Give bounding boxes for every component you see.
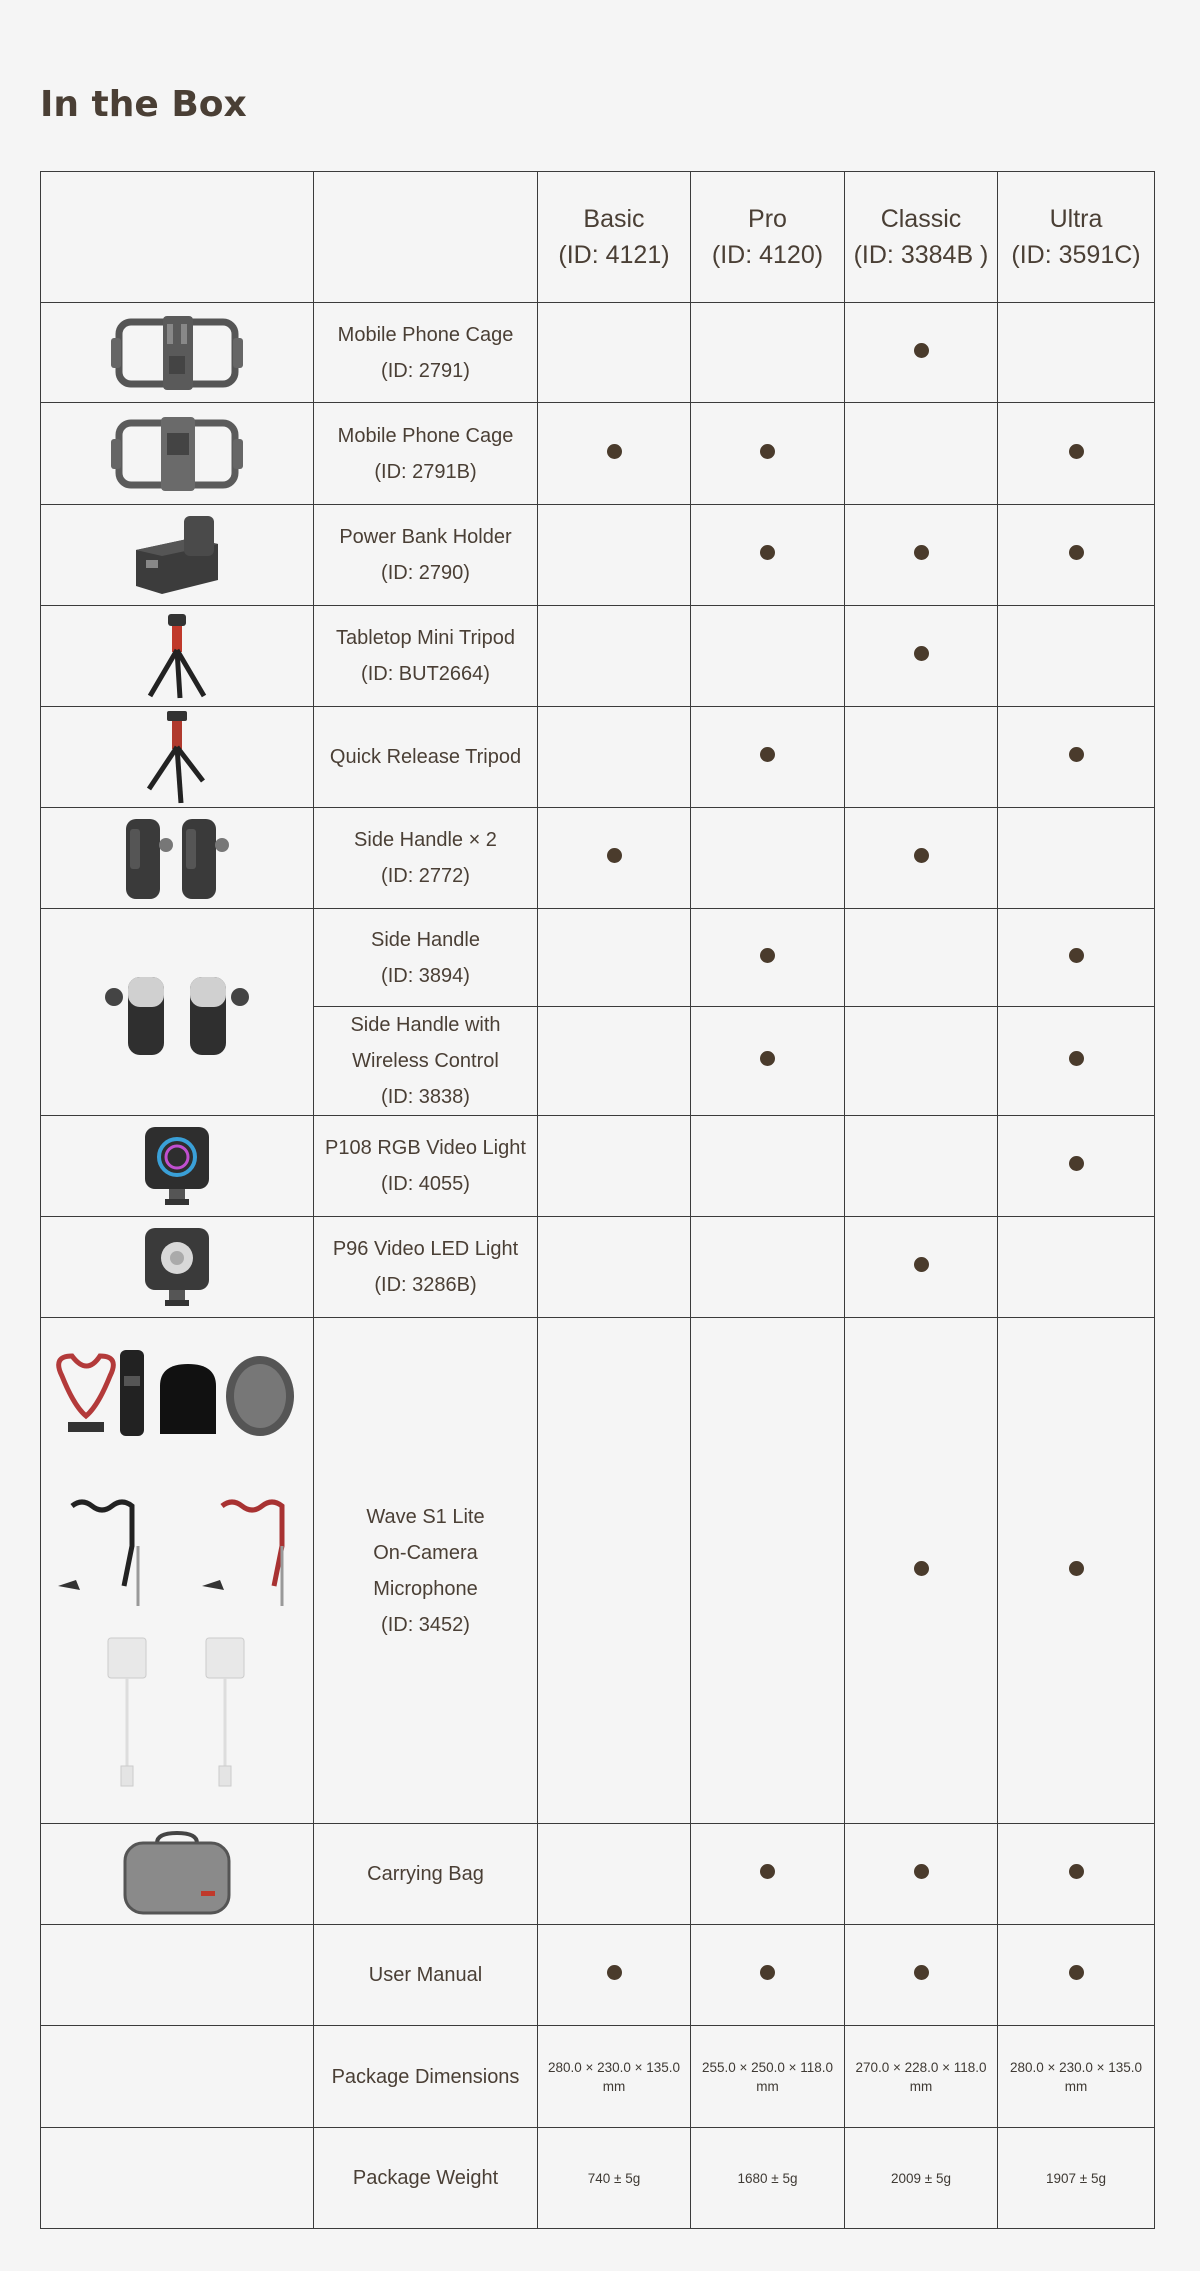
in-the-box-table — [40, 171, 1155, 2229]
included-dot — [760, 444, 775, 459]
kit-cell-pro — [691, 808, 845, 909]
kit-cell-pro — [691, 1318, 845, 1824]
spec-value: 280.0 × 230.0 × 135.0 mm — [998, 2026, 1155, 2128]
kit-header-basic: Basic (ID: 4121) — [538, 172, 691, 303]
included-dot — [1069, 545, 1084, 560]
page-title: In the Box — [40, 84, 247, 125]
included-dot — [1069, 1864, 1084, 1879]
kit-cell-classic — [845, 1318, 998, 1824]
included-dot — [914, 1864, 929, 1879]
kit-cell-pro — [691, 1217, 845, 1318]
table-row — [41, 403, 1155, 505]
table-row — [41, 1925, 1155, 2026]
kit-cell-ultra — [998, 403, 1155, 505]
phone-cage-icon — [107, 409, 247, 499]
item-name-cell: Mobile Phone Cage (ID: 2791B) — [314, 403, 538, 505]
included-dot — [914, 343, 929, 358]
included-dot — [1069, 1965, 1084, 1980]
kit-cell-classic — [845, 403, 998, 505]
kit-cell-basic — [538, 1116, 691, 1217]
included-dot — [914, 1257, 929, 1272]
included-dot — [607, 848, 622, 863]
included-dot — [760, 747, 775, 762]
included-dot — [1069, 444, 1084, 459]
carrying-bag-icon — [117, 1829, 237, 1919]
included-dot — [607, 1965, 622, 1980]
included-dot — [914, 1965, 929, 1980]
microphone-kit-icon — [42, 1346, 312, 1796]
spec-label: Package Dimensions — [314, 2026, 538, 2128]
item-name-cell: Power Bank Holder (ID: 2790) — [314, 505, 538, 606]
item-image-cell — [41, 2128, 314, 2229]
kit-cell-classic — [845, 1925, 998, 2026]
item-name-cell: Wave S1 Lite On-Camera Microphone (ID: 3452) — [314, 1318, 538, 1824]
kit-cell-ultra — [998, 1116, 1155, 1217]
kit-cell-classic — [845, 909, 998, 1007]
kit-cell-basic — [538, 505, 691, 606]
kit-cell-pro — [691, 303, 845, 403]
spec-row-weight — [41, 2128, 1155, 2229]
spec-label: Package Weight — [314, 2128, 538, 2229]
kit-cell-classic — [845, 707, 998, 808]
spec-value: 740 ± 5g — [538, 2128, 691, 2229]
kit-cell-ultra — [998, 909, 1155, 1007]
mini-tripod-icon — [132, 610, 222, 702]
side-handle-pair-icon — [112, 811, 242, 905]
kit-cell-pro — [691, 403, 845, 505]
item-name-cell: Side Handle (ID: 3894) — [314, 909, 538, 1007]
item-name-cell: P108 RGB Video Light (ID: 4055) — [314, 1116, 538, 1217]
kit-cell-basic — [538, 1217, 691, 1318]
kit-cell-classic — [845, 1824, 998, 1925]
kit-cell-ultra — [998, 808, 1155, 909]
kit-cell-basic — [538, 1007, 691, 1116]
table-row — [41, 505, 1155, 606]
included-dot — [760, 1864, 775, 1879]
included-dot — [1069, 1561, 1084, 1576]
spec-value: 255.0 × 250.0 × 118.0 mm — [691, 2026, 845, 2128]
kit-cell-classic — [845, 808, 998, 909]
kit-cell-basic — [538, 808, 691, 909]
spec-value: 280.0 × 230.0 × 135.0 mm — [538, 2026, 691, 2128]
kit-cell-basic — [538, 1824, 691, 1925]
kit-cell-pro — [691, 1007, 845, 1116]
kit-cell-classic — [845, 505, 998, 606]
kit-cell-basic — [538, 1925, 691, 2026]
spec-value: 2009 ± 5g — [845, 2128, 998, 2229]
item-name-cell: Quick Release Tripod — [314, 707, 538, 808]
kit-cell-ultra — [998, 1824, 1155, 1925]
included-dot — [1069, 747, 1084, 762]
included-dot — [760, 1965, 775, 1980]
item-name-cell: P96 Video LED Light (ID: 3286B) — [314, 1217, 538, 1318]
kit-cell-pro — [691, 606, 845, 707]
item-image-cell — [41, 1116, 314, 1217]
kit-cell-ultra — [998, 1217, 1155, 1318]
kit-cell-basic — [538, 303, 691, 403]
table-row — [41, 1217, 1155, 1318]
kit-cell-classic — [845, 1007, 998, 1116]
included-dot — [1069, 948, 1084, 963]
included-dot — [760, 1051, 775, 1066]
kit-header-ultra: Ultra (ID: 3591C) — [998, 172, 1155, 303]
kit-cell-ultra — [998, 606, 1155, 707]
included-dot — [914, 848, 929, 863]
kit-cell-basic — [538, 606, 691, 707]
kit-header-classic: Classic (ID: 3384B ) — [845, 172, 998, 303]
header-blank-cell — [41, 172, 314, 303]
item-image-cell — [41, 303, 314, 403]
table-row — [41, 808, 1155, 909]
rgb-light-icon — [137, 1123, 217, 1209]
item-image-cell — [41, 2026, 314, 2128]
table-row — [41, 1824, 1155, 1925]
included-dot — [914, 545, 929, 560]
item-image-cell — [41, 403, 314, 505]
included-dot — [1069, 1051, 1084, 1066]
kit-cell-classic — [845, 1116, 998, 1217]
kit-cell-basic — [538, 1318, 691, 1824]
kit-cell-ultra — [998, 303, 1155, 403]
spec-value: 270.0 × 228.0 × 118.0 mm — [845, 2026, 998, 2128]
kit-cell-pro — [691, 1824, 845, 1925]
header-row — [41, 172, 1155, 303]
phone-cage-icon — [107, 308, 247, 398]
included-dot — [760, 948, 775, 963]
kit-header-pro: Pro (ID: 4120) — [691, 172, 845, 303]
item-image-cell — [41, 505, 314, 606]
table-row — [41, 303, 1155, 403]
table-row — [41, 1318, 1155, 1824]
included-dot — [607, 444, 622, 459]
item-image-cell — [41, 707, 314, 808]
spec-value: 1680 ± 5g — [691, 2128, 845, 2229]
table-row — [41, 909, 1155, 1007]
included-dot — [1069, 1156, 1084, 1171]
table-row — [41, 707, 1155, 808]
kit-cell-classic — [845, 1217, 998, 1318]
kit-cell-classic — [845, 303, 998, 403]
item-name-cell: Side Handle with Wireless Control (ID: 3838) — [314, 1007, 538, 1116]
item-name-cell: Side Handle × 2 (ID: 2772) — [314, 808, 538, 909]
item-image-cell — [41, 1925, 314, 2026]
item-image-cell — [41, 1824, 314, 1925]
kit-cell-pro — [691, 505, 845, 606]
kit-cell-ultra — [998, 707, 1155, 808]
included-dot — [760, 545, 775, 560]
included-dot — [914, 646, 929, 661]
tripod-icon — [137, 709, 217, 805]
item-name-cell: Tabletop Mini Tripod (ID: BUT2664) — [314, 606, 538, 707]
item-image-cell — [41, 1217, 314, 1318]
kit-cell-basic — [538, 707, 691, 808]
spec-value: 1907 ± 5g — [998, 2128, 1155, 2229]
spec-row-dimensions — [41, 2026, 1155, 2128]
kit-cell-pro — [691, 909, 845, 1007]
item-name-cell: User Manual — [314, 1925, 538, 2026]
kit-cell-ultra — [998, 1007, 1155, 1116]
table-row — [41, 606, 1155, 707]
led-light-icon — [137, 1224, 217, 1310]
kit-cell-ultra — [998, 1318, 1155, 1824]
item-image-cell — [41, 606, 314, 707]
item-name-cell: Mobile Phone Cage (ID: 2791) — [314, 303, 538, 403]
table-row — [41, 1116, 1155, 1217]
item-image-cell — [41, 808, 314, 909]
kit-cell-basic — [538, 909, 691, 1007]
kit-cell-pro — [691, 707, 845, 808]
kit-cell-basic — [538, 403, 691, 505]
kit-cell-ultra — [998, 505, 1155, 606]
item-name-cell: Carrying Bag — [314, 1824, 538, 1925]
kit-cell-pro — [691, 1925, 845, 2026]
included-dot — [914, 1561, 929, 1576]
kit-cell-classic — [845, 606, 998, 707]
side-handle-wireless-icon — [102, 957, 252, 1067]
item-image-cell — [41, 909, 314, 1116]
kit-cell-ultra — [998, 1925, 1155, 2026]
power-bank-holder-icon — [122, 510, 232, 600]
item-image-cell — [41, 1318, 314, 1824]
header-blank-cell — [314, 172, 538, 303]
kit-cell-pro — [691, 1116, 845, 1217]
